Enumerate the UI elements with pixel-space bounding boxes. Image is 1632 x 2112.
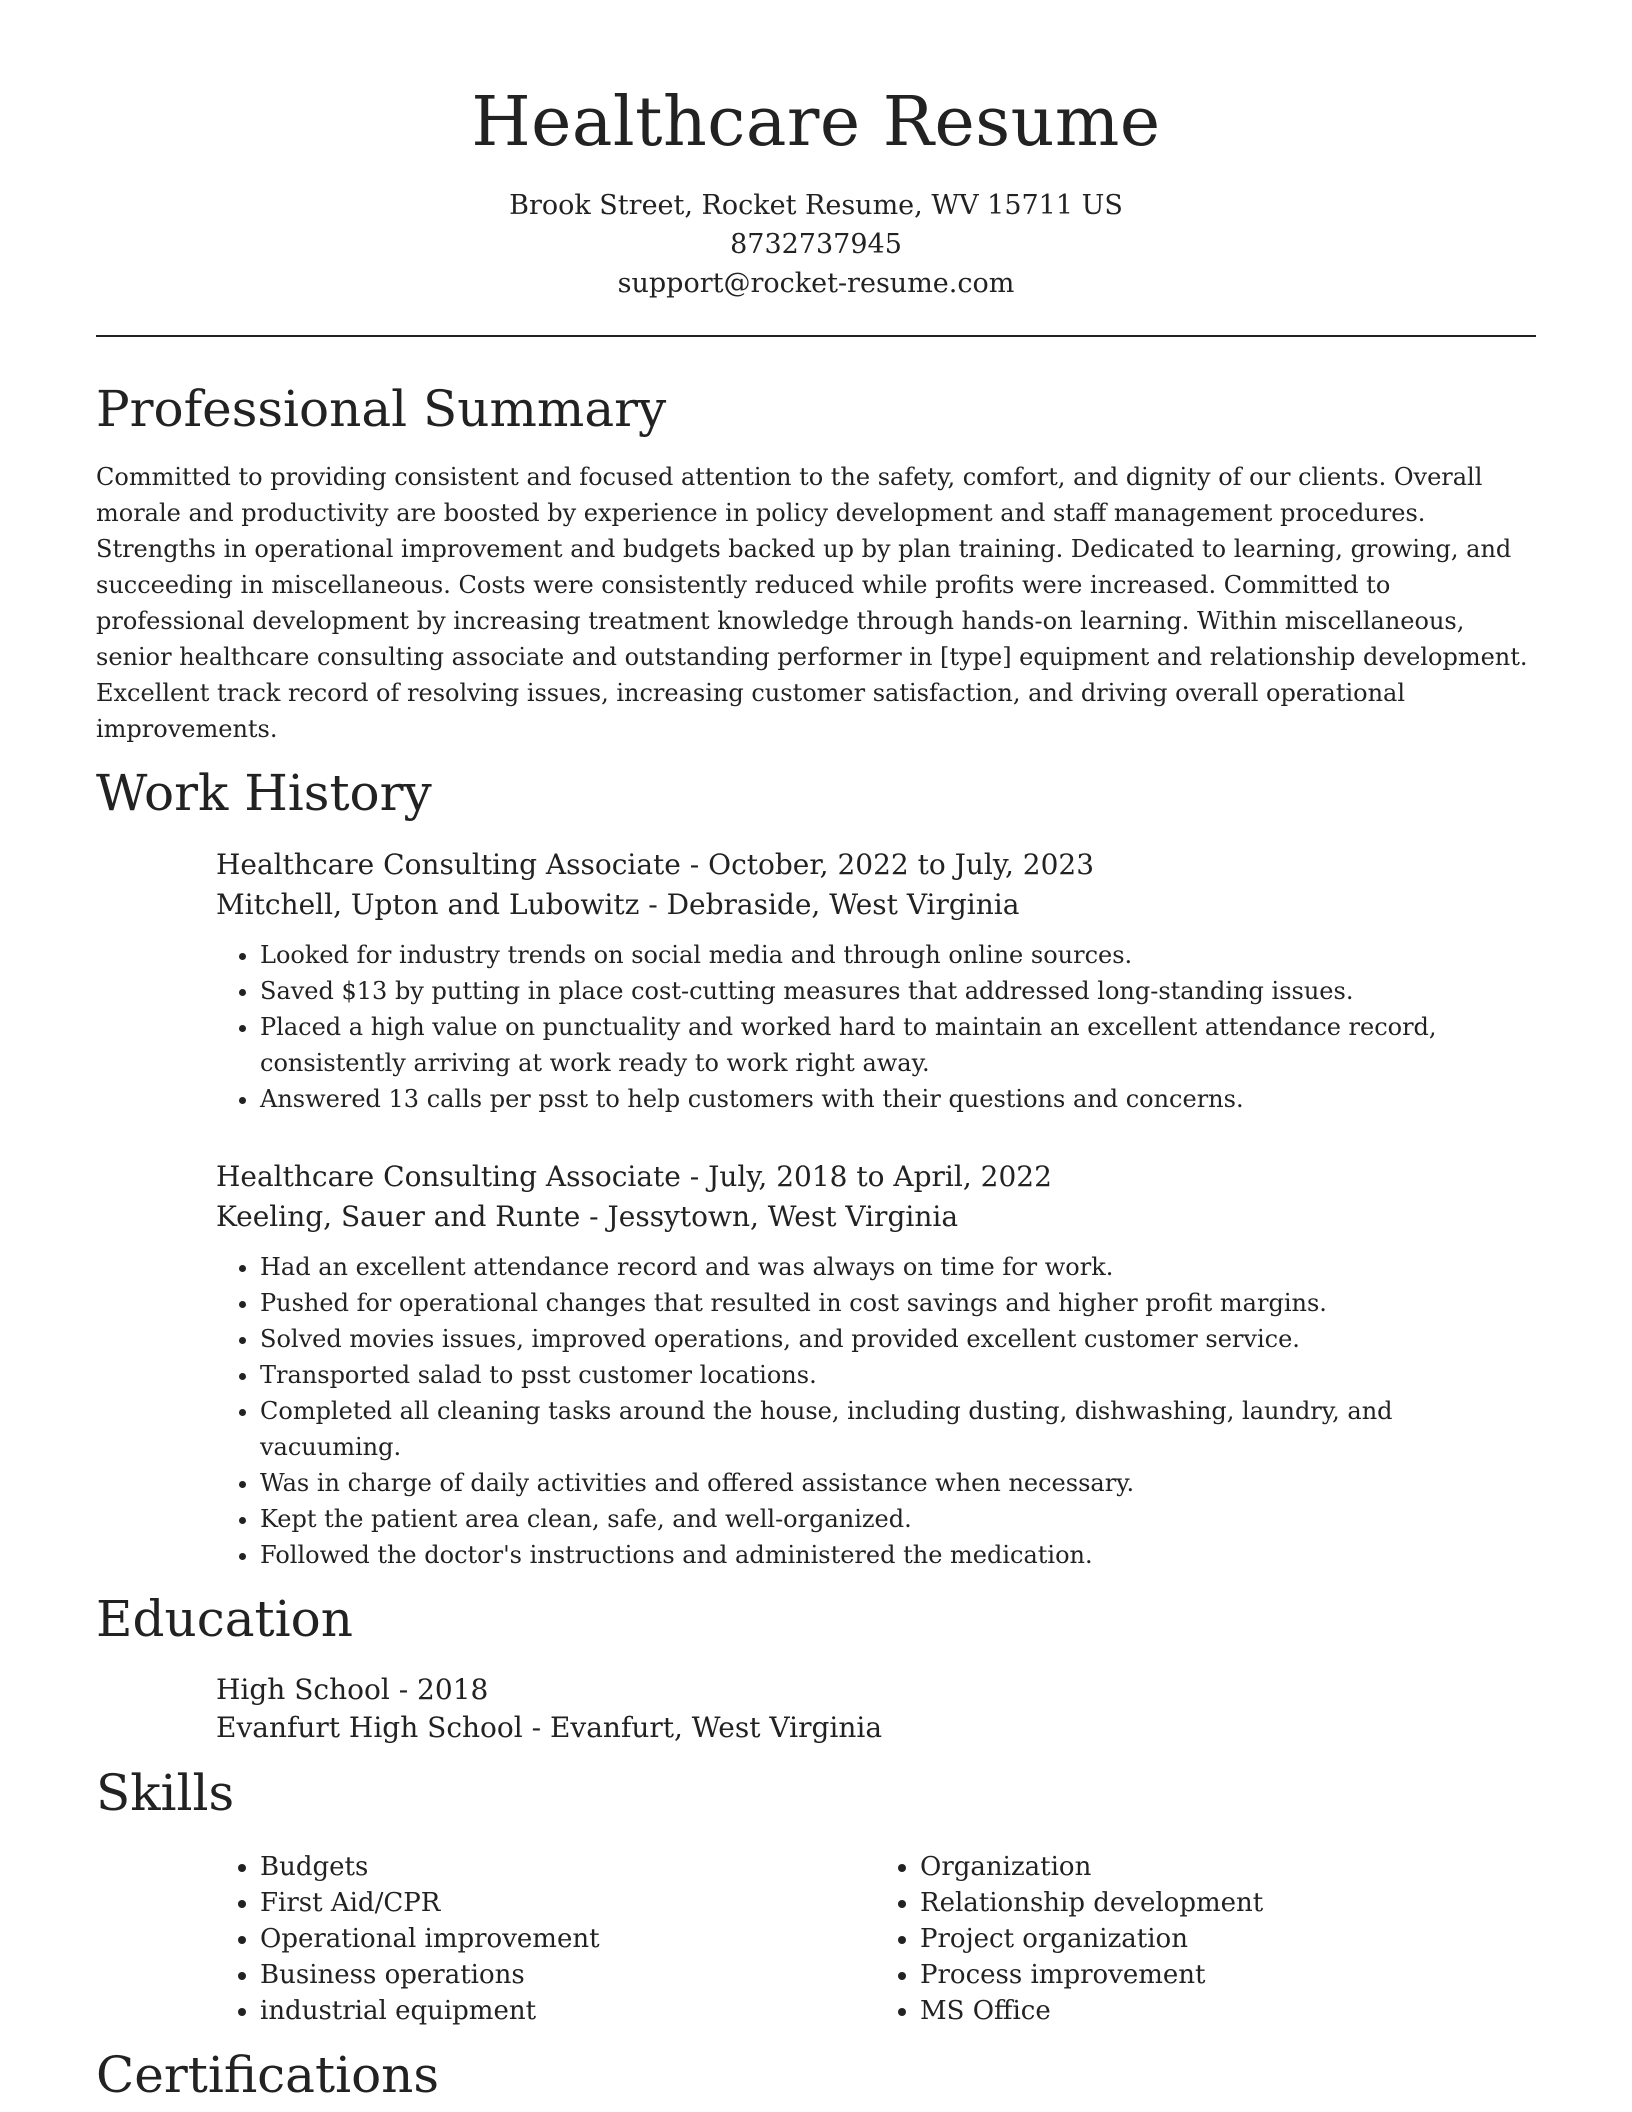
job-bullets	[216, 1249, 1536, 1573]
job-company-line	[216, 885, 1536, 925]
header-divider	[96, 335, 1536, 337]
job-company: Keeling, Sauer and Runte	[216, 1199, 581, 1233]
work-history-section	[96, 763, 1536, 1573]
list-item: • Kept the patient area clean, safe, and well-organized.	[260, 1501, 1536, 1537]
job-location: - Jessytown, West Virginia	[580, 1199, 959, 1233]
job-dates: - July, 2018 to April, 2022	[680, 1159, 1052, 1193]
resume-title: Healthcare Resume	[471, 83, 1161, 162]
email: support@rocket-resume.com	[617, 267, 1015, 299]
job-role: Healthcare Consulting Associate	[216, 1159, 681, 1193]
certifications-section	[96, 2045, 1536, 2105]
list-item: • Followed the doctor's instructions and administered the medication.	[260, 1537, 1536, 1573]
education-year: - 2018	[389, 1672, 489, 1706]
skill-item: • Operational improvement	[260, 1921, 876, 1957]
education-degree: High School	[216, 1672, 390, 1706]
skill-item: • Relationship development	[920, 1885, 1536, 1921]
education-degree-line	[216, 1671, 1536, 1709]
certifications-title: Certifications	[96, 2045, 440, 2104]
skills-columns	[216, 1849, 1536, 2029]
skill-item: • Process improvement	[920, 1957, 1536, 1993]
education-school-line	[216, 1709, 1536, 1747]
skill-item: • Project organization	[920, 1921, 1536, 1957]
skill-item: • First Aid/CPR	[260, 1885, 876, 1921]
resume-header	[96, 82, 1536, 303]
skills-list-right	[876, 1849, 1536, 2029]
job-entry	[216, 1157, 1536, 1573]
education-school: Evanfurt High School	[216, 1710, 523, 1744]
skill-item: • Organization	[920, 1849, 1536, 1885]
list-item: • Answered 13 calls per psst to help customers with their questions and concerns.	[260, 1081, 1536, 1117]
list-item: • Placed a high value on punctuality and worked hard to maintain an excellent attendance record, consistently arriving at work ready to work right away.	[260, 1009, 1536, 1081]
education-title: Education	[96, 1589, 353, 1648]
skill-item: • industrial equipment	[260, 1993, 876, 2029]
list-item: • Transported salad to psst customer locations.	[260, 1357, 1536, 1393]
list-item: • Had an excellent attendance record and was always on time for work.	[260, 1249, 1536, 1285]
job-role-line	[216, 1157, 1536, 1197]
job-role-line	[216, 845, 1536, 885]
contact-block	[96, 186, 1536, 303]
education-location: - Evanfurt, West Virginia	[522, 1710, 883, 1744]
phone: 8732737945	[730, 228, 902, 260]
list-item: • Looked for industry trends on social media and through online sources.	[260, 937, 1536, 973]
skill-item: • Budgets	[260, 1849, 876, 1885]
summary-text: Committed to providing consistent and focused attention to the safety, comfort, and dignity of our clients. Overall morale and productivity are boosted by experience in policy development and staff management procedures. Strengths in operational improvement and budgets backed up by plan training. Dedicated to learning, growing, and succeeding in miscellaneous. Costs were consistently reduced while profits were increased. Committed to professional development by increasing treatment knowledge through hands-on learning. Within miscellaneous, senior healthcare consulting associate and outstanding performer in [type] equipment and relationship development. Excellent track record of resolving issues, increasing customer satisfaction, and driving overall operational improvements.	[96, 462, 1528, 743]
list-item: • Was in charge of daily activities and offered assistance when necessary.	[260, 1465, 1536, 1501]
job-location: - Debraside, West Virginia	[639, 887, 1020, 921]
job-role: Healthcare Consulting Associate	[216, 847, 681, 881]
skills-section	[96, 1763, 1536, 2029]
job-company-line	[216, 1197, 1536, 1237]
education-entry	[216, 1671, 1536, 1747]
list-item: • Completed all cleaning tasks around the house, including dusting, dishwashing, laundry, and vacuuming.	[260, 1393, 1536, 1465]
job-dates: - October, 2022 to July, 2023	[680, 847, 1095, 881]
list-item: • Solved movies issues, improved operations, and provided excellent customer service.	[260, 1321, 1536, 1357]
job-company: Mitchell, Upton and Lubowitz	[216, 887, 640, 921]
education-section	[96, 1589, 1536, 1747]
address: Brook Street, Rocket Resume, WV 15711 US	[509, 189, 1123, 221]
summary-section	[96, 379, 1536, 747]
summary-title: Professional Summary	[96, 379, 667, 438]
job-entry	[216, 845, 1536, 1117]
list-item: • Pushed for operational changes that resulted in cost savings and higher profit margins.	[260, 1285, 1536, 1321]
list-item: • Saved $13 by putting in place cost-cutting measures that addressed long-standing issues.	[260, 973, 1536, 1009]
skill-item: • Business operations	[260, 1957, 876, 1993]
skills-title: Skills	[96, 1763, 235, 1822]
skill-item: • MS Office	[920, 1993, 1536, 2029]
work-history-title: Work History	[96, 763, 432, 822]
skills-list-left	[216, 1849, 876, 2029]
job-bullets	[216, 937, 1536, 1117]
